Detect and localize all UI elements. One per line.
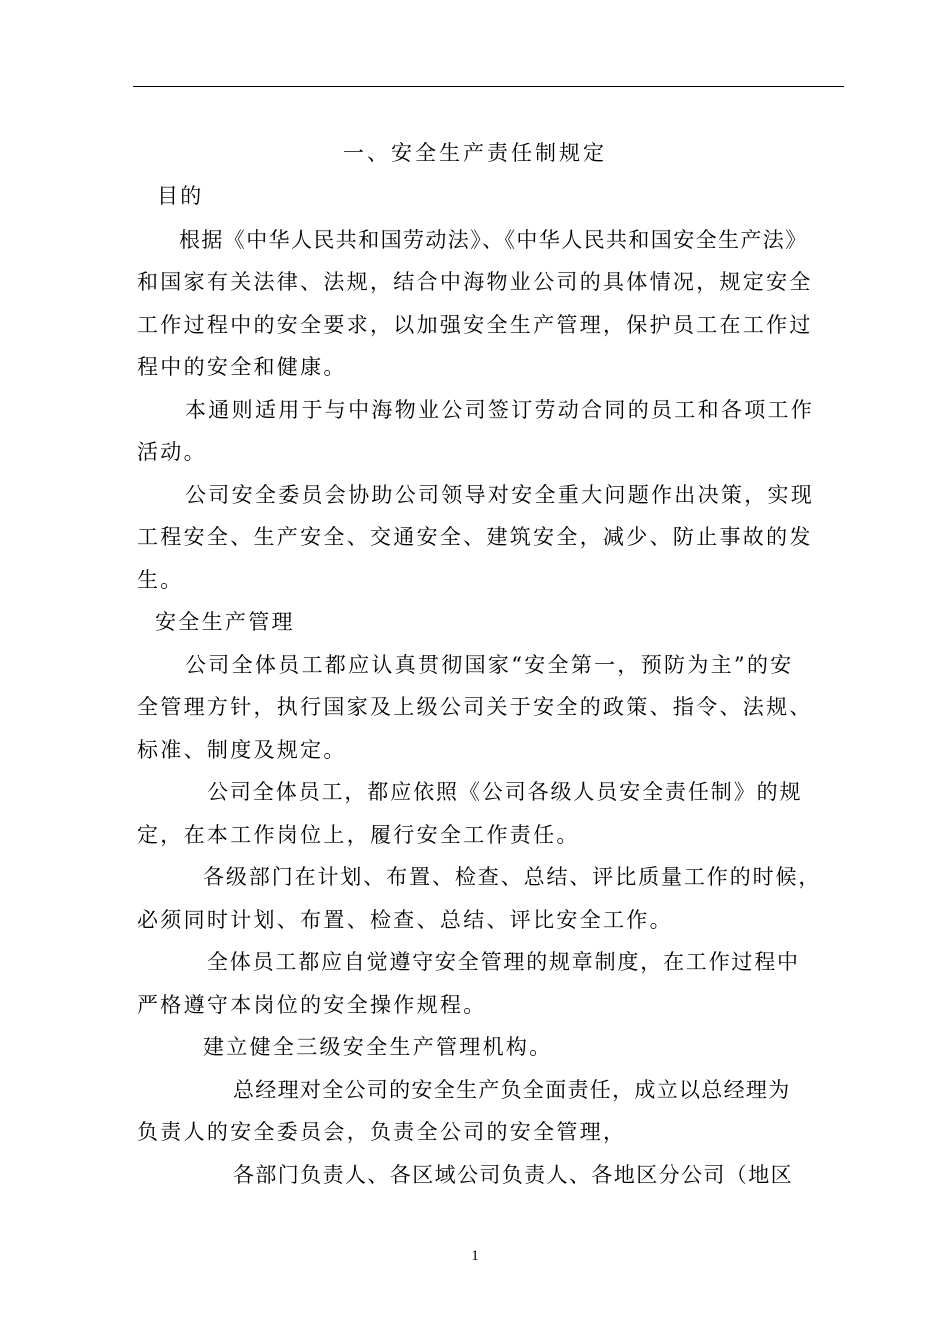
paragraph-line: 公司全体员工都应认真贯彻国家“安全第一，预防为主”的安: [185, 653, 794, 677]
paragraph-line: 活动。: [137, 440, 207, 464]
header-rule: [133, 86, 844, 87]
paragraph-line: 工程安全、生产安全、交通安全、建筑安全，减少、防止事故的发: [137, 525, 813, 549]
paragraph-line: 严格遵守本岗位的安全操作规程。: [137, 993, 487, 1017]
section-heading-safety-management: 安全生产管理: [155, 610, 295, 634]
paragraph-line: 全体员工都应自觉遵守安全管理的规章制度，在工作过程中: [207, 950, 800, 974]
paragraph-line: 和国家有关法律、法规，结合中海物业公司的具体情况，规定安全: [137, 270, 813, 294]
paragraph-line: 定，在本工作岗位上，履行安全工作责任。: [137, 823, 580, 847]
paragraph-line: 公司安全委员会协助公司领导对安全重大问题作出决策，实现: [185, 483, 815, 507]
paragraph-line: 本通则适用于与中海物业公司签订劳动合同的员工和各项工作: [185, 398, 815, 422]
paragraph-line: 根据《中华人民共和国劳动法》、《中华人民共和国安全生产法》: [179, 228, 808, 252]
paragraph-line: 标准、制度及规定。: [137, 738, 347, 762]
paragraph-line: 工作过程中的安全要求，以加强安全生产管理，保护员工在工作过: [137, 313, 813, 337]
paragraph-line: 负责人的安全委员会，负责全公司的安全管理，: [137, 1120, 627, 1144]
section-heading-purpose: 目的: [157, 184, 204, 208]
paragraph-line: 建立健全三级安全生产管理机构。: [203, 1035, 553, 1059]
paragraph-line: 总经理对全公司的安全生产负全面责任，成立以总经理为: [233, 1078, 791, 1102]
page-title: 一、安全生产责任制规定: [343, 141, 607, 165]
paragraph-line: 公司全体员工，都应依照《公司各级人员安全责任制》的规: [207, 780, 803, 804]
paragraph-line: 各部门负责人、各区域公司负责人、各地区分公司（地区: [233, 1163, 793, 1187]
paragraph-line: 必须同时计划、布置、检查、总结、评比安全工作。: [137, 908, 673, 932]
paragraph-line: 各级部门在计划、布置、检查、总结、评比质量工作的时候，: [203, 865, 822, 889]
paragraph-line: 全管理方针，执行国家及上级公司关于安全的政策、指令、法规、: [137, 695, 813, 719]
page-number: 1: [471, 1248, 479, 1264]
paragraph-line: 程中的安全和健康。: [137, 355, 347, 379]
paragraph-line: 生。: [137, 568, 184, 592]
